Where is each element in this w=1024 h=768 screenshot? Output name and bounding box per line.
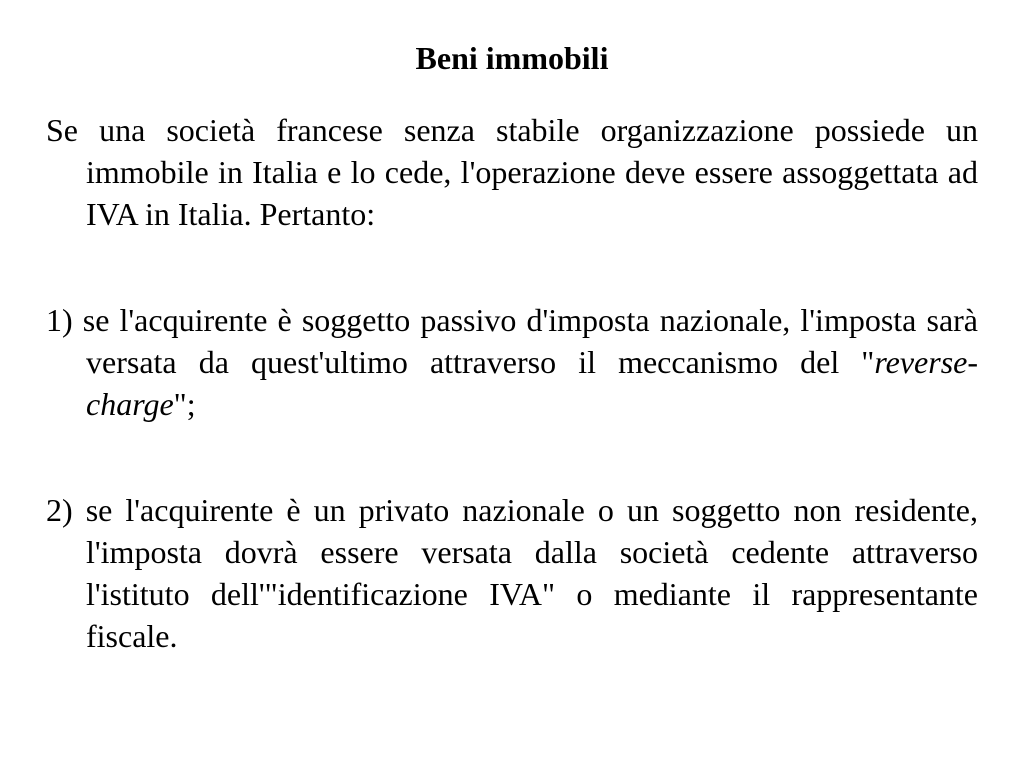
intro-paragraph: Se una società francese senza stabile organizzazione possiede un immobile in Italia e lo cede, l'operazione deve essere assoggettata ad IVA in Italia. Pertanto: [46,112,978,232]
point-1-paragraph [46,299,978,425]
point-1-text: 1) se l'acquirente è soggetto passivo d'imposta nazionale, l'imposta sarà versata da quest'ultimo attraverso il meccanismo del " [46,302,978,380]
point-1-closing: "; [173,386,196,422]
slide-title: Beni immobili [415,40,609,76]
reverse-charge-term: reverse-charge [86,344,978,422]
point-2-paragraph: 2) se l'acquirente è un privato nazionale o un soggetto non residente, l'imposta dovrà essere versata dalla società cedente attraverso l'istituto dell'"identificazione IVA" o mediante il rappresentante fiscale. [46,492,978,654]
